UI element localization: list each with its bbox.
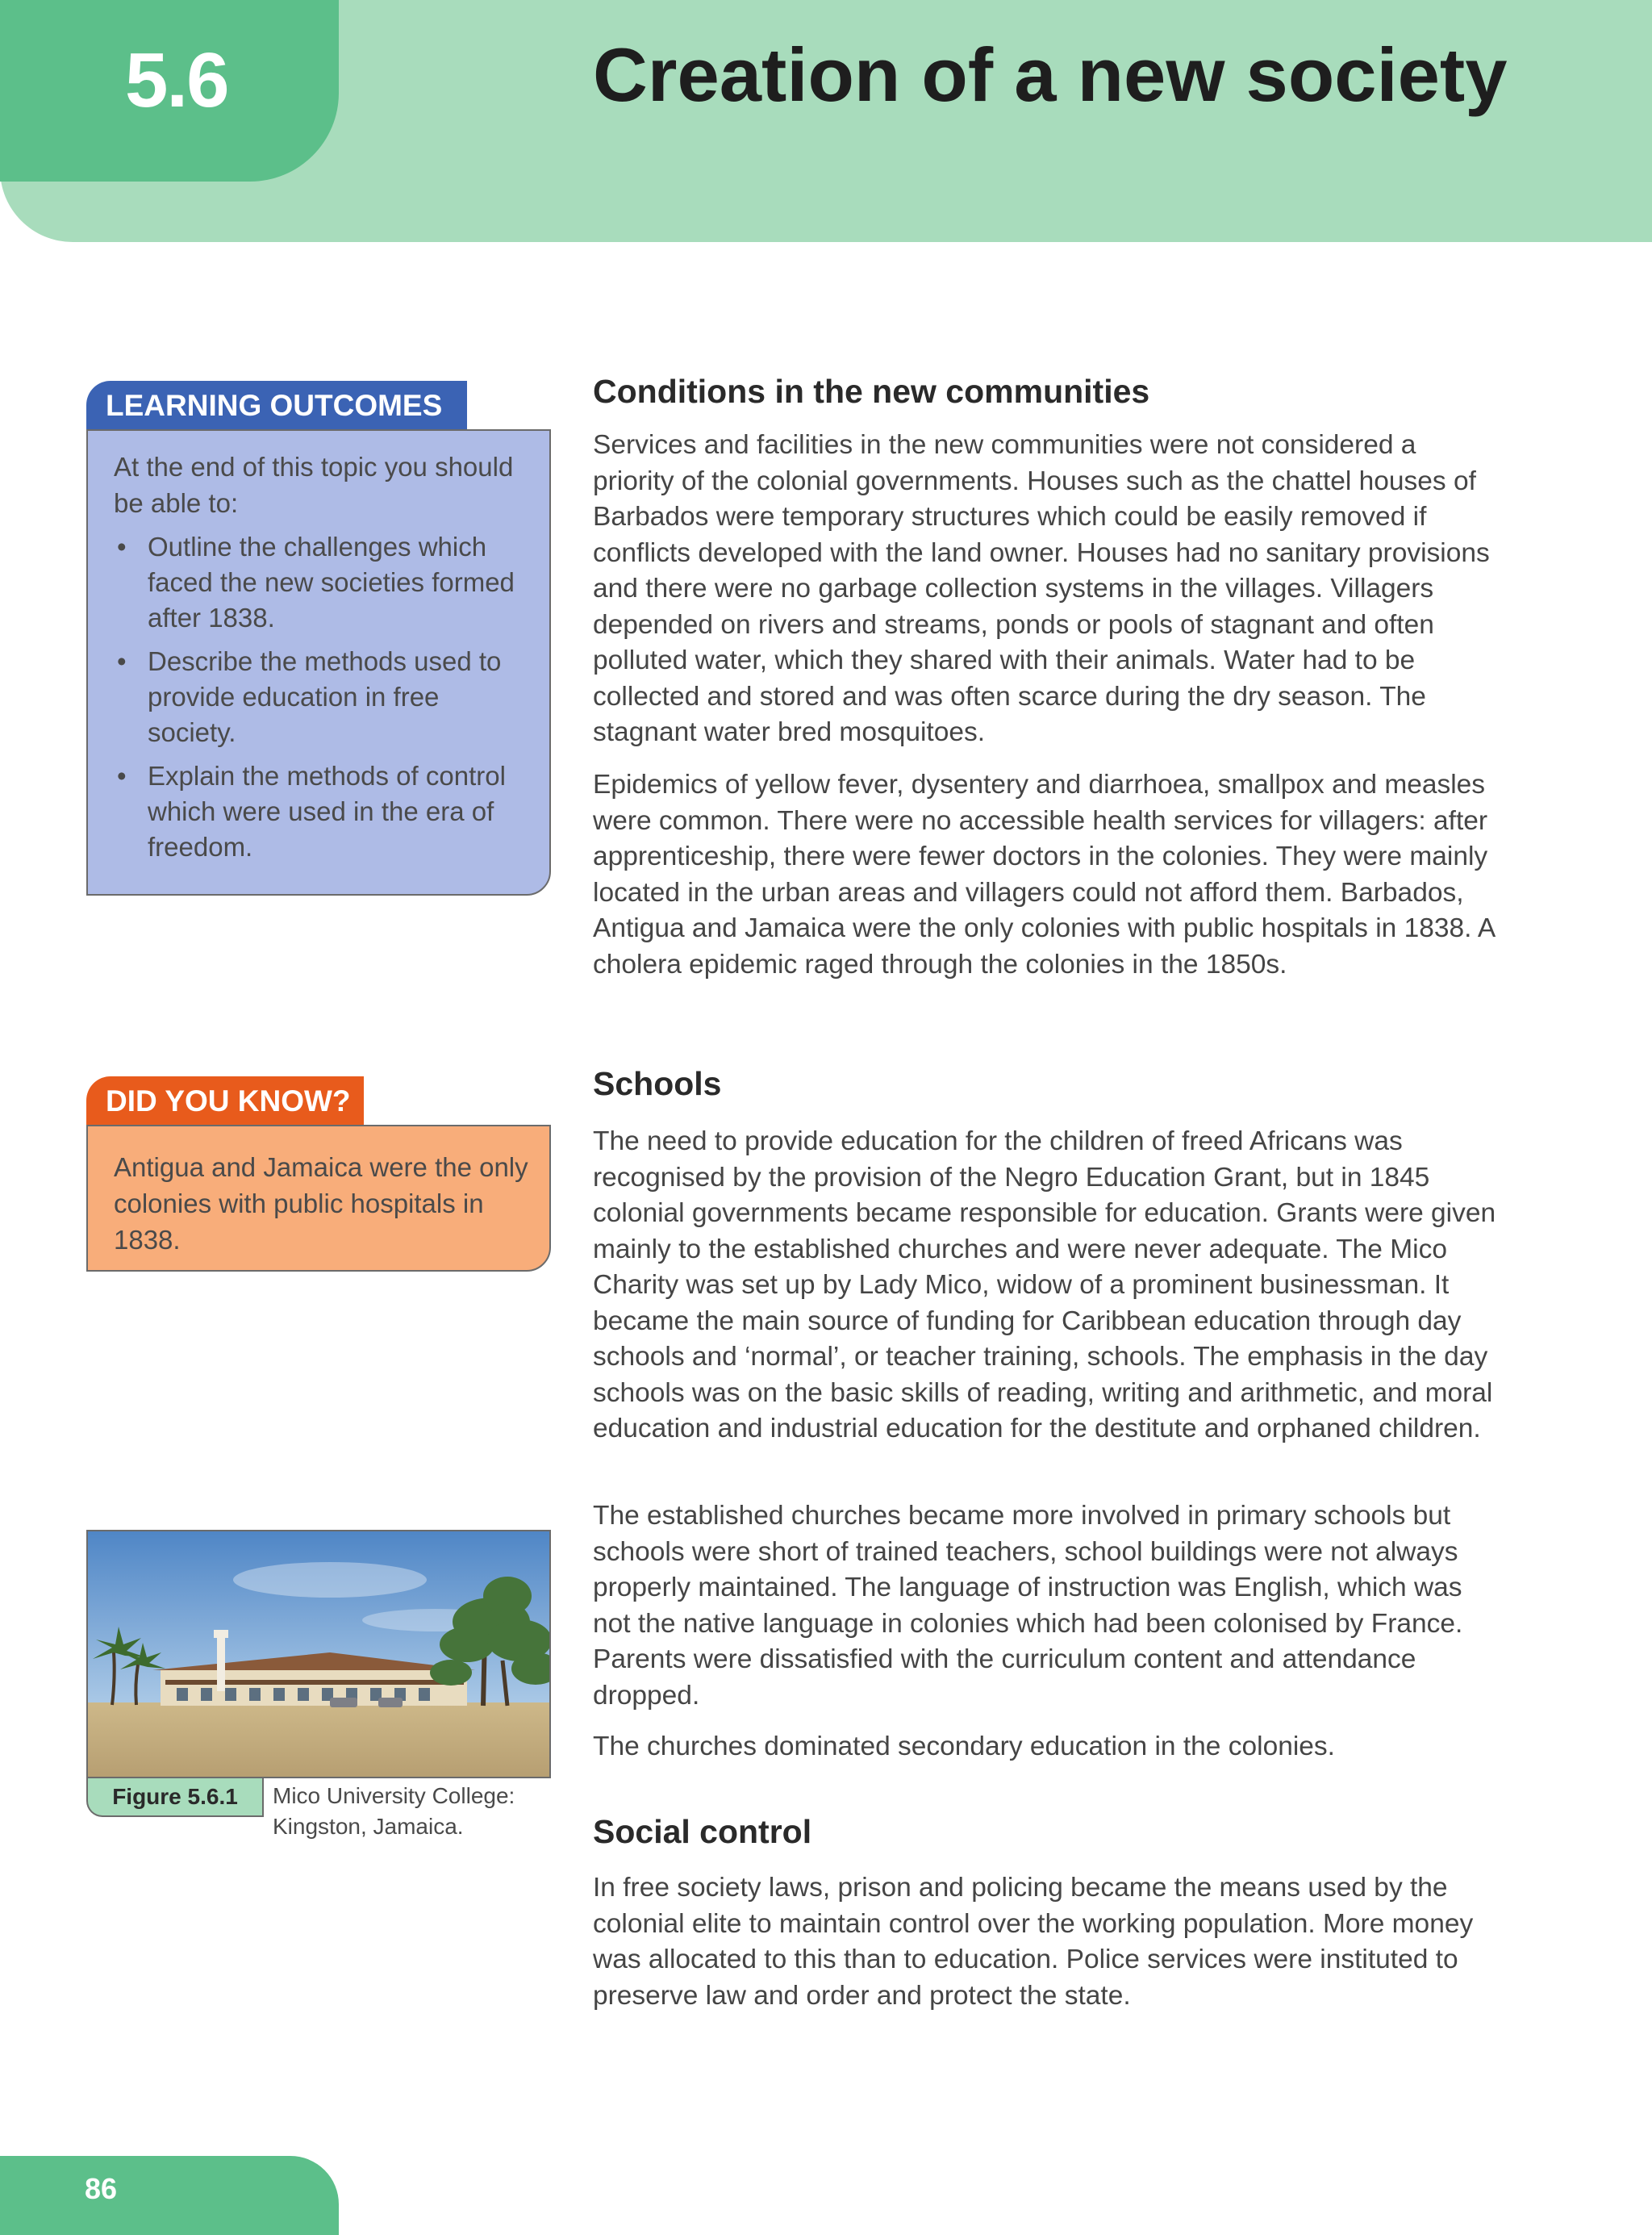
learning-outcome-text: Describe the methods used to provide education in free society. (148, 646, 502, 747)
learning-outcomes-box (86, 429, 551, 896)
paragraph: The established churches became more involved in primary schools but schools were short of trained teachers, school buildings were not always properly maintained. The language of instruction was English, which was not the native language in colonies which had been colonised by France. Parents were dissatisfied with the curriculum content and attendance dropped. (593, 1501, 1463, 1711)
page-number: 86 (85, 2172, 118, 2205)
figure-label: Figure 5.6.1 (86, 1778, 264, 1817)
figure-photo (86, 1530, 551, 1778)
college-photo-illustration (88, 1531, 549, 1777)
section-number: 5.6 (125, 37, 228, 123)
learning-outcomes-list (114, 529, 530, 865)
bullet-icon: • (117, 761, 127, 791)
footer-tab (0, 2156, 339, 2235)
paragraph: The need to provide education for the children of freed Africans was recognised by the provision of the Negro Education Grant, but in 1845 colonial governments became responsible for education. Grants were given mainly to the established churches and were never adequate. The Mico Charity was set up by Lady Mico, widow of a prominent businessman. It became the main source of funding for Caribbean education through day schools and ‘normal’, or teacher training, schools. The emphasis in the day schools was on the basic skills of reading, writing and arithmetic, and moral education and industrial education for the destitute and orphaned children. (593, 1126, 1496, 1443)
learning-outcomes-intro: At the end of this topic you should be able to: (114, 452, 514, 518)
learning-outcome-text: Explain the methods of control which were used in the era of freedom. (148, 761, 506, 862)
did-you-know-label: DID YOU KNOW? (86, 1076, 364, 1126)
bullet-icon: • (117, 646, 127, 676)
list-item (114, 529, 530, 636)
page-title: Creation of a new society (593, 32, 1508, 117)
learning-outcome-text: Outline the challenges which faced the new societies formed after 1838. (148, 532, 515, 633)
paragraph: In free society laws, prison and policing became the means used by the colonial elite to maintain control over the working population. More money was allocated to this than to education. Police services were instituted to preserve law and order and protect the state. (593, 1873, 1474, 2011)
section-heading-schools: Schools (593, 1065, 722, 1102)
figure-caption: Mico University College: Kingston, Jamaica. (273, 1783, 515, 1839)
learning-outcomes-label: LEARNING OUTCOMES (86, 381, 467, 431)
section-heading-conditions: Conditions in the new communities (593, 373, 1150, 410)
bullet-icon: • (117, 532, 127, 562)
paragraph: The churches dominated secondary education in the colonies. (593, 1732, 1335, 1761)
did-you-know-text: Antigua and Jamaica were the only colonies with public hospitals in 1838. (114, 1152, 528, 1255)
did-you-know-box (86, 1125, 551, 1272)
paragraph: Services and facilities in the new communities were not considered a priority of the colonial governments. Houses such as the chattel houses of Barbados were temporary structures which could be easily removed if conflicts developed with the land owner. Houses had no sanitary provisions and there were no garbage collection systems in the villages. Villagers depended on rivers and streams, ponds or pools of stagnant and often polluted water, which they shared with their animals. Water had to be collected and stored and was often scarce during the dry season. The stagnant water bred mosquitoes. (593, 430, 1490, 747)
list-item (114, 644, 530, 750)
section-heading-social-control: Social control (593, 1813, 812, 1850)
paragraph: Epidemics of yellow fever, dysentery and diarrhoea, smallpox and measles were common. There were no accessible health services for villagers: after apprenticeship, there were fewer doctors in the colonies. They were mainly located in the urban areas and villagers could not afford them. Barbados, Antigua and Jamaica were the only colonies with public hospitals in 1838. A cholera epidemic raged through the colonies in the 1850s. (593, 770, 1495, 980)
list-item (114, 758, 530, 865)
